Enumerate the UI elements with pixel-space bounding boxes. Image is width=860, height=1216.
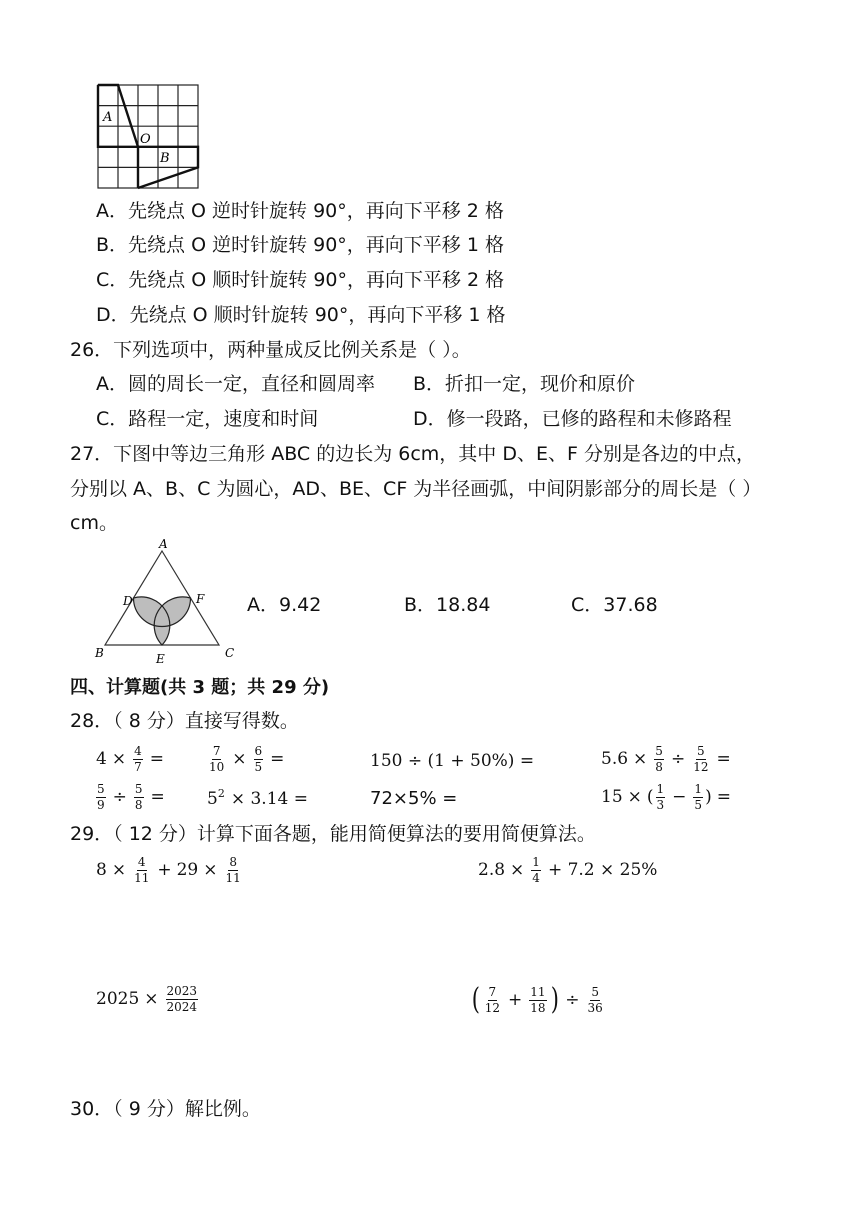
q27-triangle-figure [92, 538, 242, 666]
triangle-label-c: C [225, 646, 235, 660]
q26-option-d: D．修一段路，已修的路程和未修路程 [413, 408, 732, 430]
q28-item-7: 72×5% = [370, 788, 458, 809]
q26-option-c: C．路程一定，速度和时间 [96, 408, 319, 430]
q28-item-1: 4 × $\frac{4}{7}$ = [96, 744, 164, 774]
q27-stem-line1: 27．下图中等边三角形 ABC 的边长为 6cm，其中 D、E、F 分别是各边的中点， [70, 443, 755, 465]
q26-stem: 26．下列选项中，两种量成反比例关系是（ ）。 [70, 339, 471, 361]
q29-stem: 29．（ 12 分）计算下面各题，能用简便算法的要用简便算法。 [70, 823, 596, 845]
grid-label-a: A [103, 110, 113, 125]
q28-item-3: 150 ÷ (1 + 50%) = [370, 751, 535, 771]
q25-option-b: B．先绕点 O 逆时针旋转 90°，再向下平移 1 格 [96, 234, 504, 256]
q25-option-d: D．先绕点 O 顺时针旋转 90°，再向下平移 1 格 [96, 304, 506, 326]
q26-option-a: A．圆的周长一定，直径和圆周率 [96, 373, 375, 395]
q27-option-c: C．37.68 [571, 594, 658, 616]
triangle-label-d: D [123, 594, 133, 608]
q28-item-2: $\frac{7}{10}$ × $\frac{6}{5}$ = [209, 744, 285, 774]
q28-item-5: $\frac{5}{9}$ ÷ $\frac{5}{8}$ = [97, 782, 165, 812]
q28-stem: 28．（ 8 分）直接写得数。 [70, 710, 299, 732]
q29-item-3: 2025 × $\frac{2023}{2024}$ [96, 984, 198, 1014]
triangle-label-f: F [196, 592, 205, 606]
q27-stem-line3: cm。 [70, 512, 118, 534]
triangle-label-e: E [156, 652, 165, 666]
section-4-title: 四、计算题(共 3 题；共 29 分) [70, 677, 330, 698]
triangle-label-a: A [159, 538, 168, 551]
q28-item-4: 5.6 × $\frac{5}{8}$ ÷ $\frac{5}{12}$ = [601, 744, 731, 774]
q28-item-6: 5 $^2$ × 3.14 = [207, 786, 308, 809]
q29-item-1: 8 × $\frac{4}{11}$ + 29 × $\frac{8}{11}$ [96, 855, 241, 885]
q28-item-8: 15 × ( $\frac{1}{3}$ − $\frac{1}{5}$ ) = [601, 782, 731, 812]
q26-option-b: B．折扣一定，现价和原价 [413, 373, 636, 395]
grid-label-b: B [160, 151, 170, 166]
q29-item-4: ( $\frac{7}{12}$ + $\frac{11}{18}$ ) ÷ $\frac{5}{36}$ [471, 982, 603, 1017]
q27-option-a: A．9.42 [247, 594, 322, 616]
triangle-label-b: B [95, 646, 104, 660]
grid-label-o: O [140, 132, 151, 147]
q27-option-b: B．18.84 [404, 594, 491, 616]
q25-option-c: C．先绕点 O 顺时针旋转 90°，再向下平移 2 格 [96, 269, 505, 291]
q25-option-a: A．先绕点 O 逆时针旋转 90°，再向下平移 2 格 [96, 200, 504, 222]
q27-stem-line2: 分别以 A、B、C 为圆心，AD、BE、CF 为半径画弧，中间阴影部分的周长是（ ） [70, 478, 762, 500]
q29-item-2: 2.8 × $\frac{1}{4}$ + 7.2 × 25% [478, 855, 658, 885]
q25-grid-figure [96, 83, 202, 191]
q30-stem: 30．（ 9 分）解比例。 [70, 1098, 261, 1120]
